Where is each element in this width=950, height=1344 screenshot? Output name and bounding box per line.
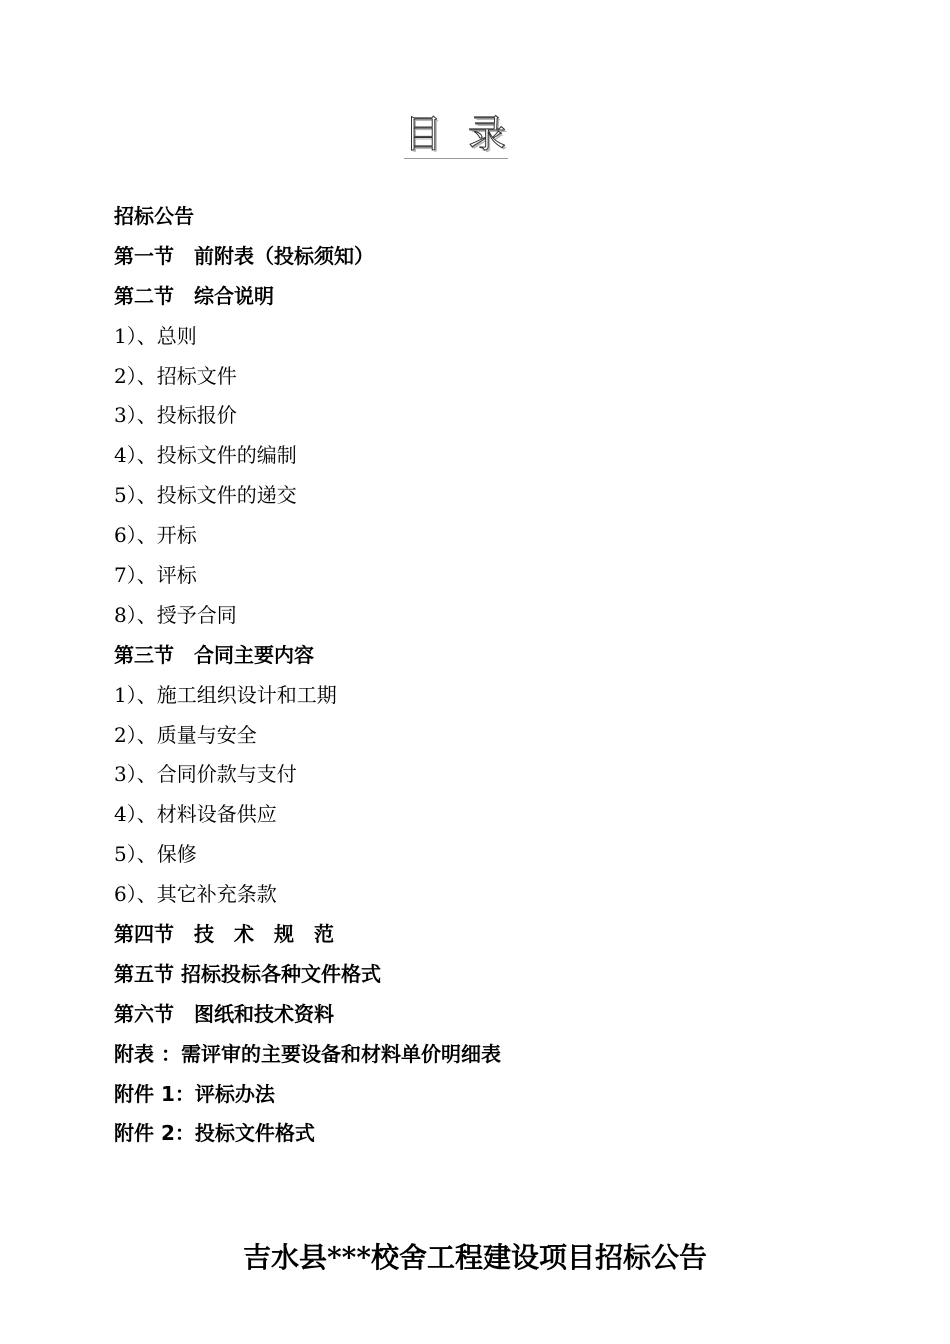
toc-item: 第一节 前附表（投标须知） — [114, 243, 374, 268]
toc-item: 第五节 招标投标各种文件格式 — [114, 961, 381, 986]
toc-item: 6）、其它补充条款 — [114, 882, 277, 907]
toc-item: 5）、投标文件的递交 — [114, 483, 297, 508]
toc-item: 8）、授予合同 — [114, 602, 237, 627]
toc-title: 目录 — [404, 112, 533, 156]
toc-item: 1）、总则 — [114, 323, 197, 348]
toc-item: 附件 1：评标办法 — [114, 1081, 275, 1106]
toc-item: 第六节 图纸和技术资料 — [114, 1001, 334, 1026]
toc-item: 2）、招标文件 — [114, 363, 237, 388]
toc-list — [114, 197, 501, 1154]
toc-item: 6）、开标 — [114, 523, 197, 548]
toc-item: 5）、保修 — [114, 842, 197, 867]
toc-title-underline — [404, 158, 508, 159]
notice-title: 吉水县***校舍工程建设项目招标公告 — [243, 1241, 707, 1274]
toc-item: 7）、评标 — [114, 563, 197, 588]
toc-item: 第四节 技 术 规 范 — [114, 922, 334, 947]
toc-item: 附表 ：需评审的主要设备和材料单价明细表 — [114, 1041, 501, 1066]
toc-item: 第三节 合同主要内容 — [114, 642, 314, 667]
toc-item: 4）、材料设备供应 — [114, 802, 277, 827]
toc-item: 3）、合同价款与支付 — [114, 762, 297, 787]
toc-item: 1）、施工组织设计和工期 — [114, 682, 337, 707]
toc-item: 2）、质量与安全 — [114, 722, 257, 747]
toc-item: 招标公告 — [114, 204, 194, 228]
toc-item: 附件 2：投标文件格式 — [114, 1121, 315, 1146]
toc-item: 3）、投标报价 — [114, 403, 237, 428]
toc-item: 第二节 综合说明 — [114, 283, 274, 308]
toc-item: 4）、投标文件的编制 — [114, 443, 297, 468]
